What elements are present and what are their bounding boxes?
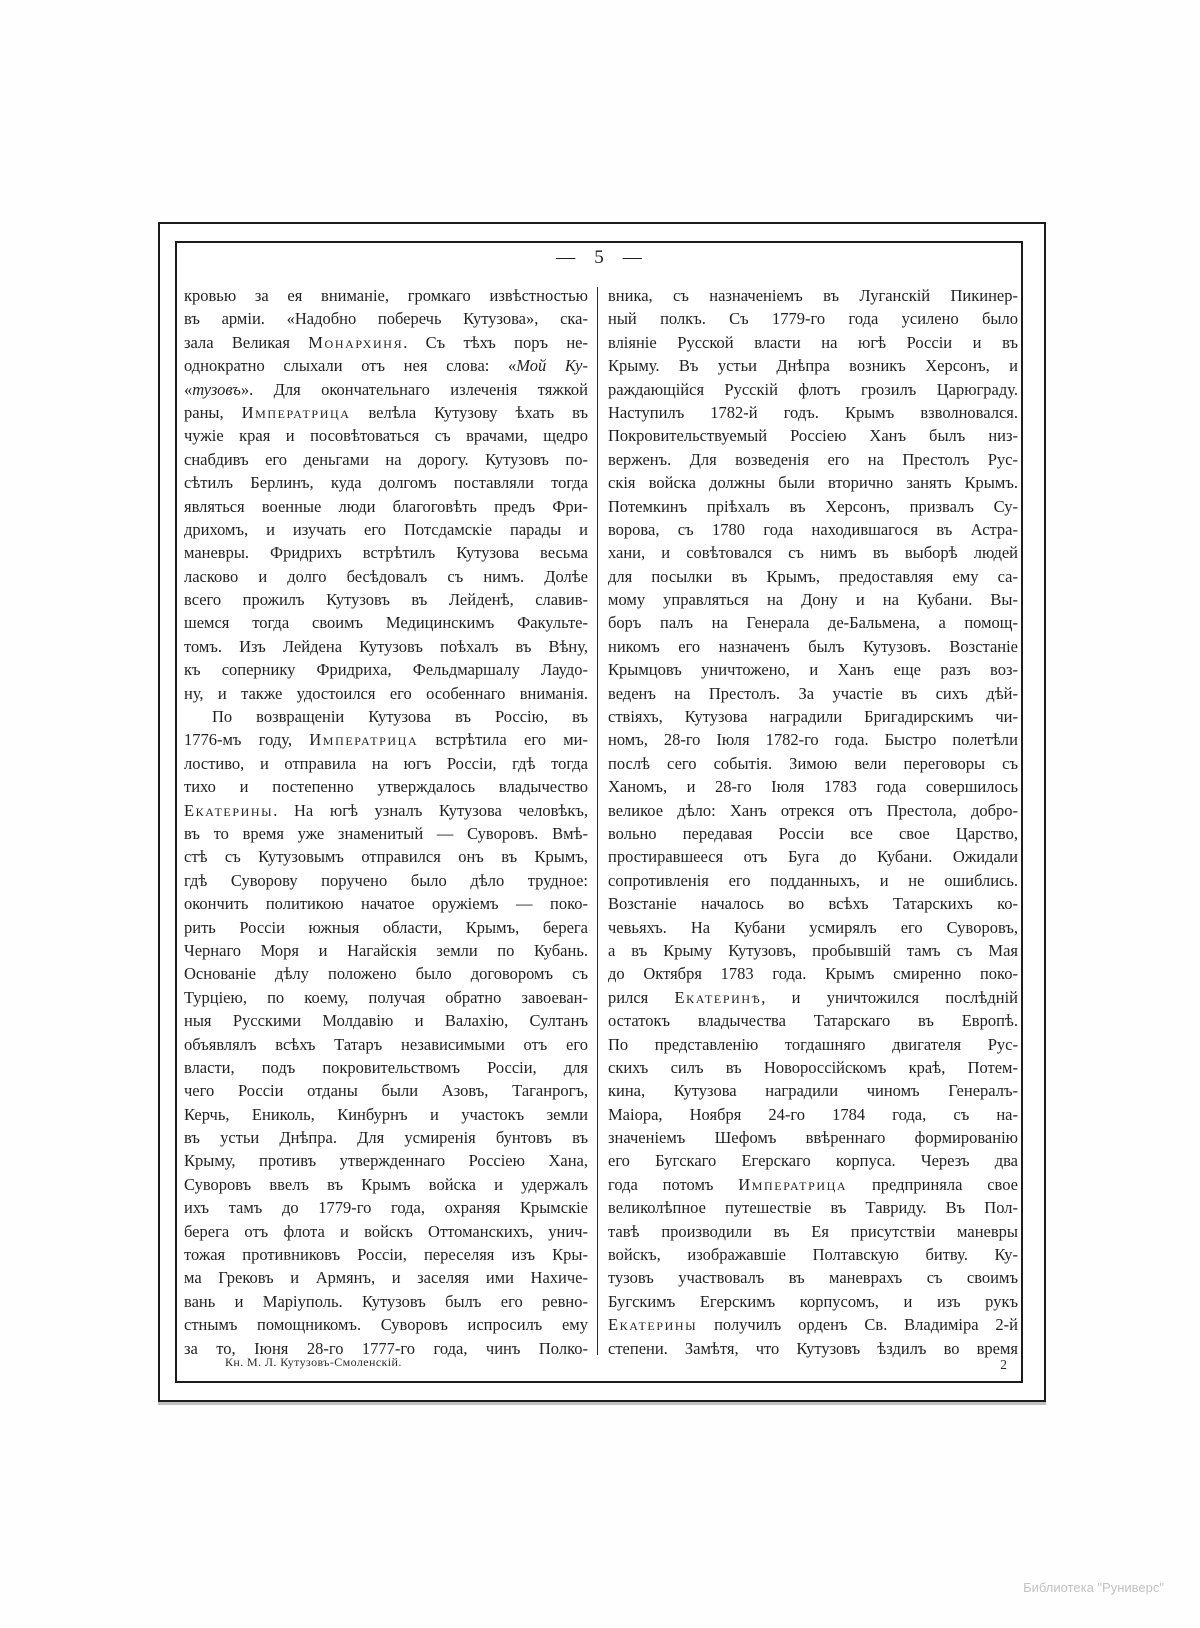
text-line: рился Екатеринѣ, и уничтожился послѣдній xyxy=(608,987,1018,1007)
text-line: веденъ на Престолъ. За участіе въ сихъ дѣй- xyxy=(608,683,1018,703)
text-line: чего Россіи отданы были Азовъ, Таганрогъ, xyxy=(184,1081,588,1101)
left-text-column xyxy=(184,284,588,1360)
text-line: 1776-мъ году, Императрица встрѣтила его ми- xyxy=(184,730,588,750)
text-line: всего прожилъ Кутузовъ въ Лейденѣ, славив- xyxy=(184,590,588,610)
text-line: хани, и совѣтовался съ нимъ въ выборѣ людей xyxy=(608,543,1018,563)
text-line: шемся тогда своимъ Медицинскимъ Факульте- xyxy=(184,613,588,633)
text-line: вника, съ назначеніемъ въ Луганскій Пикинер- xyxy=(608,286,1018,305)
text-line: ихъ тамъ до 1779-го года, охраняя Крымскіе xyxy=(184,1198,588,1218)
text-line: снабдивъ его деньгами на дорогу. Кутузовъ по- xyxy=(184,449,588,469)
text-line: Крыму. Въ устьи Днѣпра возникъ Херсонъ, и xyxy=(608,356,1018,376)
text-line: войскъ, изображавшіе Полтавскую битву. Ку- xyxy=(608,1245,1018,1265)
text-line: а въ Крыму Кутузовъ, пробывшій тамъ съ Мая xyxy=(608,940,1018,960)
text-line: томъ. Изъ Лейдена Кутузовъ поѣхалъ въ Вѣну, xyxy=(184,636,588,656)
text-line: Возстаніе началось во всѣхъ Татарскихъ ко- xyxy=(608,894,1018,914)
text-line: въ то время уже знаменитый — Суворовъ. Вмѣ- xyxy=(184,823,588,843)
text-line: никомъ его назначенъ былъ Кутузовъ. Возстаніе xyxy=(608,636,1018,656)
running-title-footer: Кн. М. Л. Кутузовъ-Смоленскій. xyxy=(225,1355,402,1369)
text-line: являться военные люди благоговѣть предъ Фри- xyxy=(184,496,588,516)
text-line: ма Грековъ и Армянъ, и заселяя ими Нахиче- xyxy=(184,1268,588,1288)
text-line: Крыму, противъ утвержденнаго Россіею Хана, xyxy=(184,1151,588,1171)
text-line: Турціею, по коему, получая обратно завоеван- xyxy=(184,987,588,1007)
text-line: Маіора, Ноября 24-го 1784 года, съ на- xyxy=(608,1104,1018,1124)
text-line: тихо и постепенно утверждалось владычество xyxy=(184,777,588,797)
text-line: лостиво, и отправила на югъ Россіи, гдѣ тогда xyxy=(184,753,588,773)
text-line: ласково и долго бесѣдовалъ съ нимъ. Долѣе xyxy=(184,566,588,586)
text-line: до Октября 1783 года. Крымъ смиренно поко- xyxy=(608,964,1018,984)
text-line: остатокъ владычества Татарскаго въ Европѣ. xyxy=(608,1011,1018,1031)
text-line: ныя Русскими Молдавію и Валахію, Султанъ xyxy=(184,1011,588,1031)
text-line: зала Великая Монархиня. Съ тѣхъ поръ не- xyxy=(184,332,588,352)
text-line: ну, и также удостоился его особеннаго вниманія. xyxy=(184,683,588,703)
text-line: Суворовъ ввелъ въ Крымъ войска и удержалъ xyxy=(184,1174,588,1194)
text-line: тавѣ производили въ Ея присутствіи маневры xyxy=(608,1221,1018,1241)
text-line: номъ, 28-го Іюля 1782-го года. Быстро полетѣли xyxy=(608,730,1018,750)
text-line: ворова, съ 1780 года находившагося въ Астра- xyxy=(608,519,1018,539)
text-line: Основаніе дѣлу положено было договоромъ съ xyxy=(184,964,588,984)
text-line: Чернаго Моря и Нагайскія земли по Кубань. xyxy=(184,940,588,960)
page-number: — 5 — xyxy=(556,247,642,268)
text-line: Крымцовъ уничтожено, и Ханъ еще разъ воз- xyxy=(608,660,1018,680)
text-line: объявлялъ всѣхъ Татаръ независимыми отъ его xyxy=(184,1034,588,1054)
sheet-signature: 2 xyxy=(1000,1357,1007,1372)
text-line: тожая противниковъ Россіи, переселяя изъ Кры- xyxy=(184,1245,588,1265)
text-line: вольно передавая Россіи все свое Царство, xyxy=(608,823,1018,843)
text-line: стѣ съ Кутузовымъ отправился онъ въ Крымъ, xyxy=(184,847,588,867)
text-line: кина, Кутузова наградили чиномъ Генералъ- xyxy=(608,1081,1018,1101)
text-line: берега отъ флота и войскъ Оттоманскихъ, унич- xyxy=(184,1221,588,1241)
column-divider-rule xyxy=(597,287,598,1355)
text-line: чужіе края и посовѣтоваться съ врачами, щедро xyxy=(184,426,588,446)
text-line: великолѣпное путешествіе въ Тавриду. Въ Пол- xyxy=(608,1198,1018,1218)
text-line: ствіяхъ, Кутузова наградили Бригадирскимъ чи- xyxy=(608,707,1018,727)
text-line: сопротивленія его подданныхъ, и не ошиблись. xyxy=(608,870,1018,890)
text-line: его Бугскаго Егерскаго корпуса. Черезъ два xyxy=(608,1151,1018,1171)
text-line: простиравшееся отъ Буга до Кубани. Ожидали xyxy=(608,847,1018,867)
text-line: гдѣ Суворову поручено было дѣло трудное: xyxy=(184,870,588,890)
text-line: Екатерины. На югѣ узналъ Кутузова человѣкъ, xyxy=(184,800,588,820)
text-line: чевьяхъ. На Кубани усмирялъ его Суворовъ, xyxy=(608,917,1018,937)
text-line: рить Россіи южныя области, Крымъ, берега xyxy=(184,917,588,937)
text-line: стнымъ помощникомъ. Суворовъ испросилъ ему xyxy=(184,1315,588,1335)
text-line: маневры. Фридрихъ встрѣтилъ Кутузова весьма xyxy=(184,543,588,563)
text-line: мому управляться на Дону и на Кубани. Вы- xyxy=(608,590,1018,610)
text-line: великое дѣло: Ханъ отрекся отъ Престола, добро- xyxy=(608,800,1018,820)
text-line: Ханомъ, и 28-го Іюля 1783 года совершилось xyxy=(608,777,1018,797)
text-line: Наступилъ 1782-й годъ. Крымъ взволновался. xyxy=(608,402,1018,422)
text-line: тузовъ участвовалъ въ маневрахъ съ своимъ xyxy=(608,1268,1018,1288)
right-text-column xyxy=(608,284,1018,1360)
text-line: къ сопернику Фридриха, Фельдмаршалу Лаудо- xyxy=(184,660,588,680)
text-line: Екатерины получилъ орденъ Св. Владиміра 2-й xyxy=(608,1315,1018,1335)
text-line: для посылки въ Крымъ, предоставляя ему са- xyxy=(608,566,1018,586)
text-line: скія войска должны были вторично занять Крымъ. xyxy=(608,473,1018,493)
text-line: однократно слыхали отъ нея слова: «Мой Ку- xyxy=(184,356,588,376)
page-inner-border xyxy=(175,241,1023,1383)
text-line: Потемкинъ пріѣхалъ въ Херсонъ, призвалъ Су- xyxy=(608,496,1018,516)
text-line: значеніемъ Шефомъ ввѣреннаго формированію xyxy=(608,1128,1018,1148)
text-line: скихъ силъ въ Новороссійскомъ краѣ, Потем- xyxy=(608,1057,1018,1077)
library-watermark: Библиотека "Руниверс" xyxy=(1023,1580,1164,1595)
text-line: По представленію тогдашняго двигателя Рус- xyxy=(608,1034,1018,1054)
text-line: окончить политикою начатое оружіемъ — поко- xyxy=(184,894,588,914)
text-line: въ устьи Днѣпра. Для усмиренія бунтовъ въ xyxy=(184,1128,588,1148)
text-line: раны, Императрица велѣла Кутузову ѣхать въ xyxy=(184,402,588,422)
text-line: ный полкъ. Съ 1779-го года усилено было xyxy=(608,309,1018,329)
text-line: Бугскимъ Егерскимъ корпусомъ, и изъ рукъ xyxy=(608,1291,1018,1311)
text-line: въ арміи. «Надобно поберечь Кутузова», ска- xyxy=(184,309,588,329)
text-line: боръ палъ на Генерала де-Бальмена, а помощ- xyxy=(608,613,1018,633)
text-line: Керчь, Ениколь, Кинбурнъ и участокъ земли xyxy=(184,1104,588,1124)
text-line: вліяніе Русской власти на югѣ Россіи и въ xyxy=(608,332,1018,352)
text-line: верженъ. Для возведенія его на Престолъ Рус- xyxy=(608,449,1018,469)
text-line: «тузовъ». Для окончательнаго излеченія тяжкой xyxy=(184,379,588,399)
text-line: дрихомъ, и изучать его Потсдамскіе парады и xyxy=(184,519,588,539)
text-line: за то, Іюня 28-го 1777-го года, чинъ Полко- xyxy=(184,1338,588,1358)
text-line: раждающійся Русскій флотъ грозилъ Царюграду. xyxy=(608,379,1018,399)
page-outer-border xyxy=(158,222,1046,1402)
text-line: кровью за ея вниманіе, громкаго извѣстностью xyxy=(184,286,588,305)
text-line: года потомъ Императрица предприняла свое xyxy=(608,1174,1018,1194)
text-line: По возвращеніи Кутузова въ Россію, въ xyxy=(212,707,588,727)
text-line: степени. Замѣтя, что Кутузовъ ѣздилъ во время xyxy=(608,1338,1018,1358)
text-line: послѣ сего событія. Зимою вели переговоры съ xyxy=(608,753,1018,773)
text-line: власти, подъ покровительствомъ Россіи, для xyxy=(184,1057,588,1077)
text-line: Покровительствуемый Россіею Ханъ былъ низ- xyxy=(608,426,1018,446)
text-line: вань и Маріуполь. Кутузовъ былъ его ревно- xyxy=(184,1291,588,1311)
text-line: сѣтилъ Берлинъ, куда долгомъ поставляли тогда xyxy=(184,473,588,493)
